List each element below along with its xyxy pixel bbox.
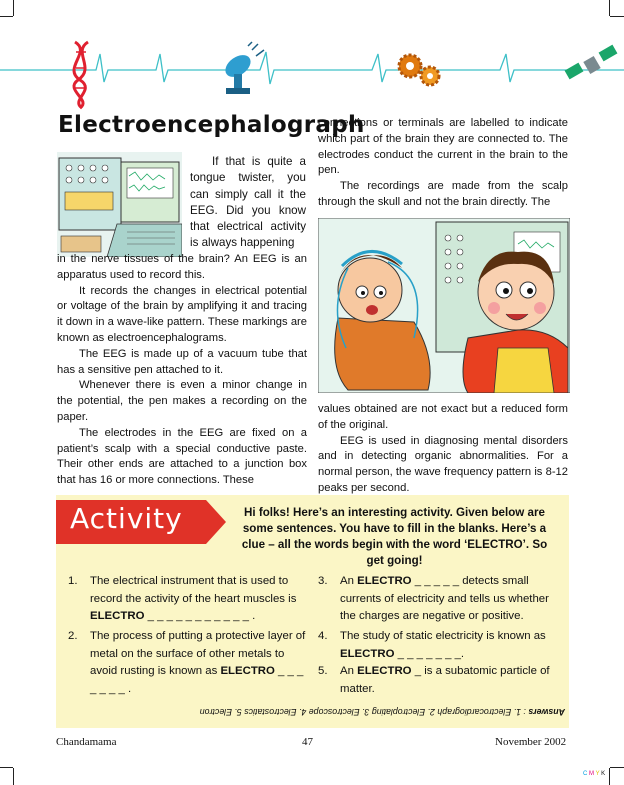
question-text [90,628,308,698]
right-column-bottom [318,402,568,497]
question-keyword: ELECTRO [357,575,412,587]
question-number: 2. [68,630,78,642]
question-body: The electrical instrument that is used to record the activity of the heart muscles is [90,575,297,605]
question-keyword: ELECTRO [357,665,412,677]
paragraph: The EEG is made up of a vacuum tube that has a sensitive pen attached to it. [57,347,307,376]
crop-mark [610,16,624,17]
crop-mark [610,767,624,768]
question-number: 4. [318,630,328,642]
activity-question [68,573,308,626]
children-eeg-illustration [318,218,570,393]
paragraph: connections or terminals are labelled to indicate which part of the brain they are connected to. The electrodes conduct the current in the brain to the pen. [318,117,568,177]
cmyk-k: K [601,771,606,777]
crop-mark [13,768,14,785]
question-text [340,628,558,663]
article-title: Electroencephalograph [58,112,365,138]
question-number: 5. [318,665,328,677]
question-keyword: ELECTRO [340,647,395,660]
crop-mark [609,0,610,16]
question-blank[interactable]: _ _ _ _ _ _ _. [394,647,465,660]
paragraph: Whenever there is even a minor change in the potential, the pen makes a recording on the paper. [57,379,307,423]
paragraph: EEG is used in diagnosing mental disorders and in detecting organic abnormalities. For a normal person, the wave frequency pattern is 8-12 peaks per second. [318,434,568,494]
ecg-wave-line [0,52,624,84]
question-text [340,573,558,626]
satellite-dish-icon [221,42,264,94]
question-body: An [340,575,358,587]
answers-upside-down [60,707,565,717]
question-number: 1. [68,575,78,587]
crop-mark [13,0,14,16]
question-number: 3. [318,575,328,587]
answers-text: : 1. Electrocardiograph 2. Electroplating 3. Electroscope 4. Electrostatics 5. Electron [199,707,529,717]
gears-icon [399,55,439,85]
cmyk-m: M [589,771,595,777]
crop-mark [0,16,13,17]
cmyk-c: C [583,771,588,777]
cmyk-y: Y [595,771,600,777]
activity-question [318,628,558,663]
crop-mark [0,767,13,768]
crop-mark [609,768,610,785]
dna-icon [74,42,88,108]
paragraph: It records the changes in electrical potential or voltage of the brain by amplifying it and tracing it down in a wave-like pattern. These markings are known as electroencephalograms. [57,284,307,344]
activity-question [68,628,308,698]
question-body: The study of static electricity is known as [340,630,546,642]
question-blank[interactable]: _ _ _ _ _ _ _ _ _ _ _ . [144,610,256,622]
satellite-icon [565,45,618,80]
paragraph: The recordings are made from the scalp through the skull and not the brain directly. The [318,180,568,208]
paragraph: values obtained are not exact but a reduced form of the original. [318,403,568,431]
question-keyword: ELECTRO [220,665,275,677]
question-text [340,663,558,698]
footer-publication: Chandamama [56,736,117,748]
paragraph: in the nerve tissues of the brain? An EEG is an apparatus used to record this. [57,253,307,281]
activity-question [318,573,558,626]
question-blank[interactable]: _ _ _ _ _ _ _ . [90,665,304,695]
question-blank[interactable]: _ is a subatomic particle of matter. [340,665,550,695]
question-body: The process of putting a protective layer of metal on the surface of other metals to avoid rusting is known as [90,630,306,677]
question-body: An [340,665,358,677]
answers-label: Answers [528,707,565,717]
question-blank[interactable]: _ _ _ _ _ detects small currents of electricity and tells us whether the charges are negative or positive. [340,575,549,622]
footer-page-number: 47 [302,736,313,748]
cmyk-registration [583,771,605,777]
right-column-top [318,116,568,211]
paragraph: The electrodes in the EEG are fixed on a patient’s scalp with a special conductive paste. Their other ends are attached to a junction box that has 16 or more connections. These [57,426,307,487]
left-column [57,252,307,489]
eeg-machine-illustration [57,152,182,257]
question-text [90,573,308,626]
activity-question [318,663,558,698]
question-keyword: ELECTRO [90,610,145,622]
intro-wrap-text: If that is quite a tongue twister, you can simply call it the EEG. Did you know that electrical activity is always happening [190,155,306,250]
footer-date: November 2002 [495,736,567,748]
activity-intro: Hi folks! Here’s an interesting activity. Given below are some sentences. You have to fill in the blanks. Here’s a clue – all the words begin with the word ‘ELECTRO’. So get going! [241,506,548,567]
activity-banner-label: Activity [70,502,183,535]
header-decoration [0,30,624,110]
